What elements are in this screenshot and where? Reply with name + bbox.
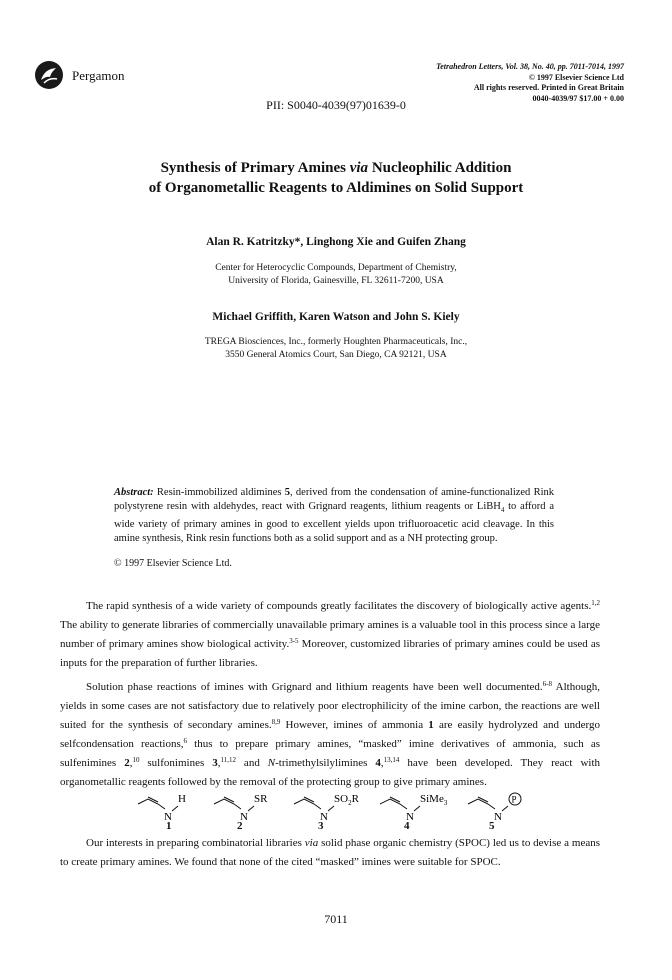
paragraph-2: Solution phase reactions of imines with Grignard and lithium reagents have been well documented.$^{6-8}$ Although, yields in some cases are not satisfactory due to relatively poor electrophilicity of the imine carbon, the reactions are well suited for the synthesis of secondary amines.$^{8,9}$ However, imines of ammonia 1 are easily hydrolyzed and undergo selfcondensation reactions,$^6$ thus to prepare primary amines, “masked” imine derivatives of ammonia, such as sulfenimines 2,10 sulfonimines 3,$^{11,12}$ and N-trimethylsilylimines 4,$^{13,14}$ have been developed. They react with organometallic reagents followed by the removal of the protecting group to give primary amines. (60, 680, 601, 788)
svg-text:SiMe3: SiMe$_3$ (420, 793, 448, 807)
compound-number-1: 1 (166, 820, 172, 832)
publisher-name: Pergamon (72, 68, 125, 83)
abstract-copyright: © 1997 Elsevier Science Ltd. (114, 558, 232, 569)
svg-text:H: H (178, 793, 186, 805)
svg-text:N: N (494, 811, 502, 823)
compound-number-5: 5 (489, 820, 495, 832)
paragraph-3: Our interests in preparing combinatorial libraries via solid phase organic chemistry (SPOC) led us to devise a means to create primary amines. We found that none of the cited “masked” imines were suitable for SPOC. (60, 837, 600, 868)
structure-4 (380, 793, 448, 823)
paper-title (0, 158, 672, 198)
structure-1 (138, 793, 186, 823)
svg-text:N: N (164, 811, 172, 823)
journal-copyright: © 1997 Elsevier Science Ltd (528, 72, 624, 82)
title-line-2: of Organometallic Reagents to Aldimines on Solid Support (148, 180, 524, 196)
compound-number-4: 4 (404, 820, 410, 832)
structure-2 (214, 793, 268, 823)
journal-rights: All rights reserved. Printed in Great Britain (473, 83, 624, 92)
authors-group-2: Michael Griffith, Karen Watson and John S. Kiely (212, 311, 460, 323)
svg-text:N: N (240, 811, 248, 823)
journal-issn: 0040-4039/97 $17.00 + 0.00 (532, 93, 624, 103)
abstract: Abstract: Resin-immobilized aldimines 5, derived from the condensation of amine-functionalized Rink polystyrene resin with aldehydes, react with Grignard reagents, lithium reagents or LiBH$_4$ to afford a wide variety of primary amines in good to excellent yields upon trifluoroacetic acid cleavage. In this amine synthesis, Rink resin functions both as a solid support and as a NH protecting group. (114, 487, 554, 545)
structure-3 (294, 793, 360, 823)
pii-line: PII: S0040-4039(97)01639-0 (266, 98, 406, 112)
svg-text:SR: SR (254, 793, 268, 805)
compound-number-2: 2 (237, 820, 243, 832)
imine-structures (136, 788, 536, 834)
paragraph-1: The rapid synthesis of a wide variety of compounds greatly facilitates the discovery of biologically active agents.$^{1,2}$ The ability to generate libraries of commercially unavailable primary amines is a valuable tool in this process since a large number of primary amines show biological activity.$^{3-5}$ Moreover, customized libraries of primary amines could be used as inputs for the preparation of further libraries. (60, 599, 601, 669)
journal-citation: Tetrahedron Letters, Vol. 38, No. 40, pp. 7011-7014, 1997 (436, 62, 624, 71)
svg-text:SO2R: $SO_2R$ (334, 793, 359, 807)
title-line-1: Synthesis of Primary Amines via Nucleophilic Addition (160, 160, 512, 176)
compound-number-3: 3 (318, 820, 324, 832)
svg-text:P: P (511, 794, 517, 805)
structure-5 (468, 793, 521, 823)
pergamon-logo-icon (34, 60, 64, 90)
page-number: 7011 (324, 912, 348, 926)
affiliation-1: Center for Heterocyclic Compounds, Department of Chemistry, University of Florida, Gainesville, FL 32611-7200, USA (215, 263, 457, 286)
authors-group-1: Alan R. Katritzky*, Linghong Xie and Guifen Zhang (206, 236, 466, 248)
svg-text:N: N (406, 811, 414, 823)
affiliation-2: TREGA Biosciences, Inc., formerly Houghten Pharmaceuticals, Inc., 3550 General Atomics Court, San Diego, CA 92121, USA (204, 337, 468, 360)
svg-text:N: N (320, 811, 328, 823)
